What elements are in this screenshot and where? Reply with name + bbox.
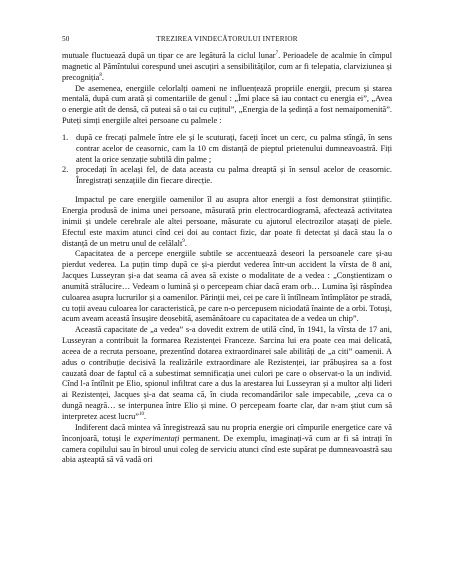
step-number: 1. — [62, 132, 69, 142]
step-item — [62, 165, 392, 187]
numbered-steps — [62, 133, 392, 187]
emphasis-text: experimentați — [133, 433, 180, 443]
paragraph-experience: Indiferent dacă mintea vă înregistrează sau nu propria energie ori cîmpurile energetice care vă înconjoară, totuși le experimentați permanent. De exemplu, imaginați-vă cum ar fi să intrați în camera copilului sau în biroul unui coleg de serviciu atunci cînd este supărat pe dumneavoastră sau abia așteaptă să vă vadă ori — [62, 422, 392, 465]
body-text — [62, 51, 392, 466]
paragraph-continuation: mutuale fluctuează după un tipar ce are legătură la ciclul lunar$^7$. Perioadele de acalmie în cîmpul magnetic al Pămîntului corespund unei ascuțiri a sensibilităților, cum ar fi telepatia, clarviziunea și precogniția$^8$. — [62, 51, 392, 82]
paragraph-resistance: Această capacitate de „a vedea” s-a dovedit extrem de utilă cînd, în 1941, la vîrsta de 17 ani, Lusseyran a contribuit la formarea Rezistenței Franceze. Sarcina lui era poate cea mai delicată, aceea de a recruta persoane, prezentînd dotarea extraordinarei sale abilități de „a citi” oamenii. A adus o contribuție decisivă la realizările extraordinare ale Rezistenței, iar prăbușirea sa a fost cauzată doar de faptul că a subestimat semnificația unei culori pe care o observat-o la un individ. Cînd l-a întîlnit pe Elio, spionul infiltrat care a dus la arestarea lui Lusseyran și a multor alți lideri ai Rezistenței, Jacques și-a dat seama că, în ciuda recomandărilor sale impecabile, „ceva ca o dungă neagră… se interpunea între Elio și mine. O percepeam foarte clar, dar n-am știut cum să interpretez acest lucru”$^{10}$. — [62, 325, 392, 421]
footnote-ref-10: 10 — [138, 412, 144, 418]
paragraph-energy-others: De asemenea, energiile celorlalți oameni ne influențează propriile energii, precum și starea mentală, după cum arată și comentariile de genul : „Îmi place să iau contact cu energia ei”, „Avea o energie atît de densă, că puteai să o tai cu cuțitul”, „Energia de la ședință a fost nemaipomenită”. Puteți simți energiile altei persoane cu palmele : — [62, 83, 392, 126]
footnote-ref-7: 7 — [275, 51, 279, 57]
page-number: 50 — [62, 35, 70, 43]
step-item — [62, 133, 392, 166]
step-text: procedați în același fel, de data aceasta cu palma dreaptă și în sensul acelor de ceasornic. Înregistrați senzațiile din fiecare direcție. — [76, 165, 392, 186]
step-number: 2. — [62, 165, 69, 175]
step-text: după ce frecați palmele între ele și le scuturați, faceți încet un cerc, cu palma stîngă, în sens contrar acelor de ceasornic, cam la 10 cm distanță de pieptul prietenului dumneavoastră. Fiți atent la orice senzație subtilă din palme ; — [76, 132, 392, 164]
paragraph-lusseyran: Capacitatea de a percepe energiile subtile se accentuează deseori la persoanele care și-au pierdut vederea. La puțin timp după ce și-a pierdut vederea într-un accident la vîrsta de 8 ani, Jacques Lusseyran și-a dat seama că avea să existe o modalitate de a vedea : „Conștientizam o anumită strălucire… Vedeam o lumină și o percepeam chiar dacă eram orb… Lumina își răspîndea culoarea asupra lucrurilor și a oamenilor. Părinții mei, cei pe care îi întîlneam întîmplător pe stradă, cu toții aveau culoarea lor caracteristică, pe care n-o percepusem niciodată înainte de a orbi. Totuși, acum aveam această însușire deosebită, asemănătoare cu capacitatea de a vedea un chip”. — [62, 249, 392, 324]
paragraph-scientific-impact: Impactul pe care energiile oamenilor îl au asupra altor energii a fost demonstrat științific. Energia produsă de inima unei persoane, măsurată prin electrocardiogramă, afectează activitatea inimii și undele cerebrale ale altei persoane, măsurate cu ajutorul electrozilor atașați de piele. Efectul este maxim atunci cînd cei doi au contact fizic, dar poate fi detectat și dacă stau la o distanță de un metru unul de celălalt$^9$. — [62, 195, 392, 248]
footnote-ref-9: 9 — [182, 238, 185, 244]
footnote-ref-8: 8 — [99, 72, 102, 78]
running-title: TREZIREA VINDECĂTORULUI INTERIOR — [156, 35, 298, 43]
